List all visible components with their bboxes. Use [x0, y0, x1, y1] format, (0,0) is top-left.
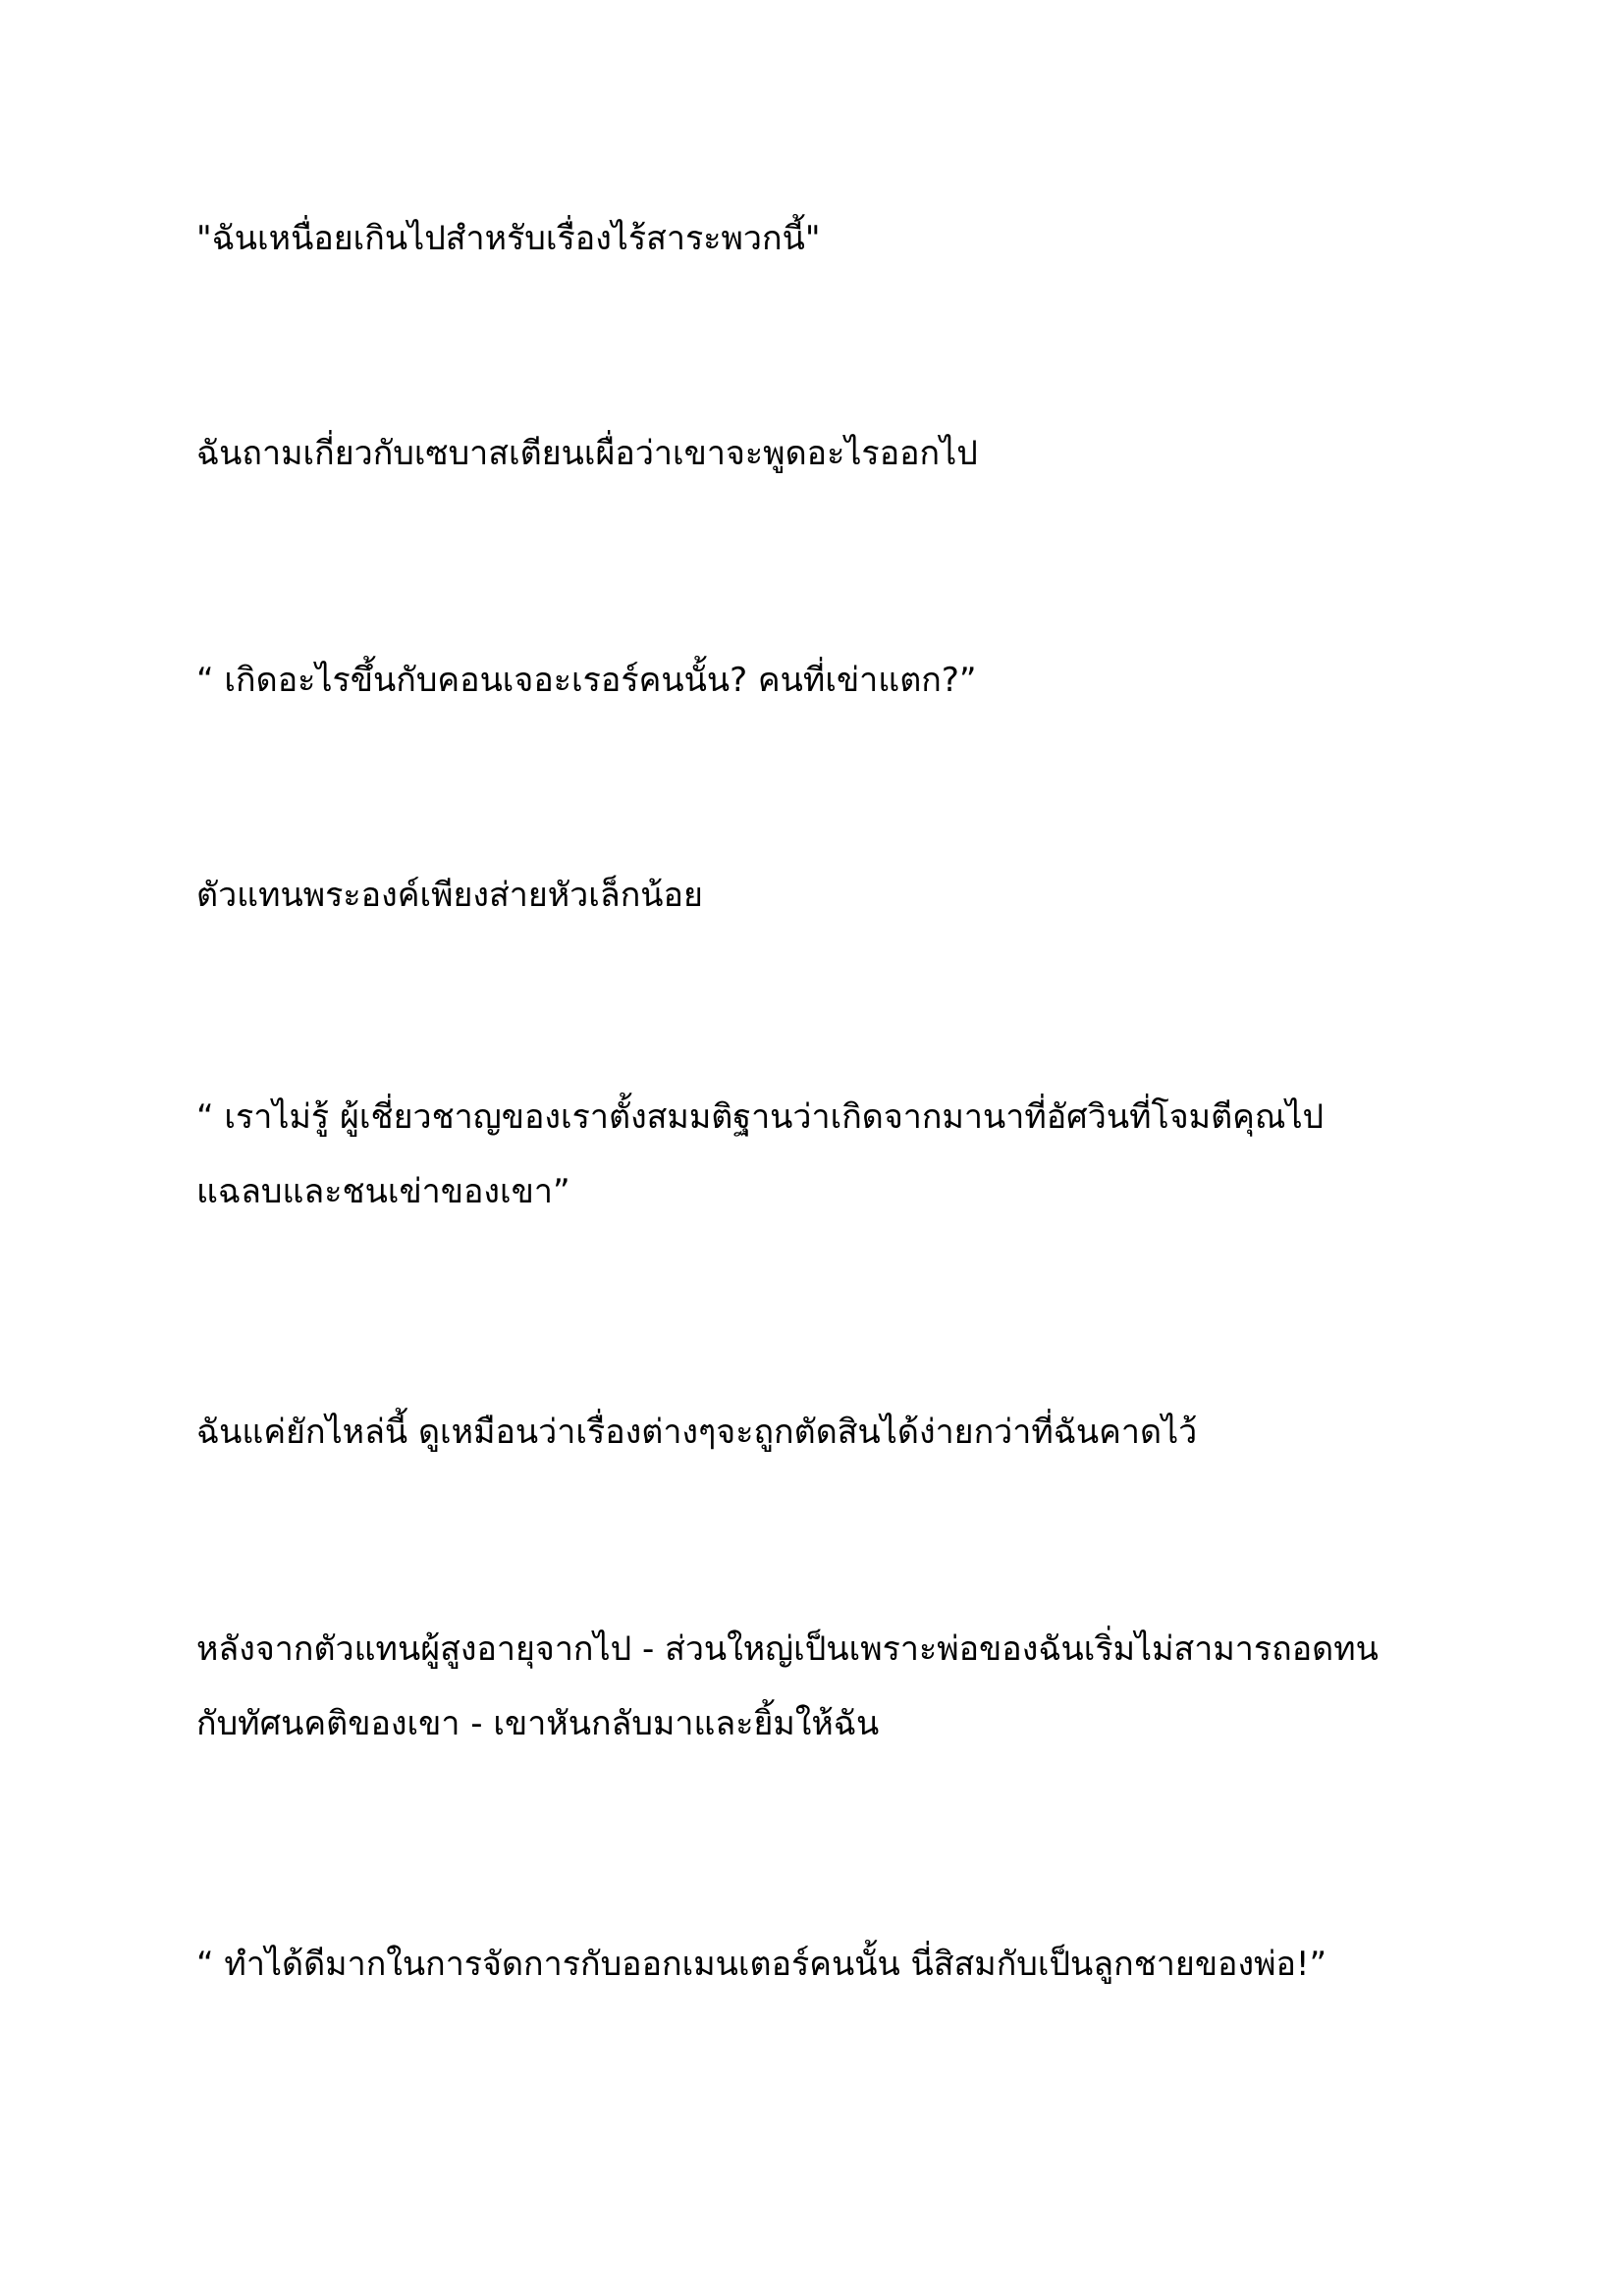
paragraph-line: ฉันถามเกี่ยวกับเซบาสเตียนเผื่อว่าเขาจะพูดอะไรออกไป [196, 434, 978, 473]
paragraph-line: แฉลบและชนเข่าของเขา” [196, 1172, 570, 1211]
paragraph-5 [196, 1080, 1473, 1229]
paragraph-1 [196, 201, 1473, 276]
paragraph-7 [196, 1612, 1473, 1761]
paragraph-line: "ฉันเหนื่อยเกินไปสำหรับเรื่องไร้สาระพวกนี้" [196, 219, 821, 258]
paragraph-line: ตัวแทนพระองค์เพียงส่ายหัวเล็กน้อย [196, 876, 703, 915]
paragraph-3 [196, 643, 1473, 718]
paragraph-line: “ เกิดอะไรขึ้นกับคอนเจอะเรอร์คนนั้น? คนที่เข่าแตก?” [196, 661, 977, 700]
paragraph-line: ฉันแค่ยักไหล่นี้ ดูเหมือนว่าเรื่องต่างๆจะถูกตัดสินได้ง่ายกว่าที่ฉันคาดไว้ [196, 1413, 1198, 1452]
paragraph-line: กับทัศนคติของเขา - เขาหันกลับมาและยิ้มให้ฉัน [196, 1704, 880, 1743]
paragraph-line: “ ทำได้ดีมากในการจัดการกับออกเมนเตอร์คนนั้น นี่สิสมกับเป็นลูกชายของพ่อ!” [196, 1945, 1327, 1984]
paragraph-4 [196, 858, 1473, 933]
paragraph-2 [196, 416, 1473, 491]
paragraph-line: หลังจากตัวแทนผู้สูงอายุจากไป - ส่วนใหญ่เป็นเพราะพ่อของฉันเริ่มไม่สามารถอดทน [196, 1629, 1379, 1669]
paragraph-line: “ เราไม่รู้ ผู้เชี่ยวชาญของเราตั้งสมมติฐานว่าเกิดจากมานาที่อัศวินที่โจมตีคุณไป [196, 1097, 1325, 1137]
paragraph-8 [196, 1927, 1473, 2002]
paragraph-6 [196, 1395, 1473, 1469]
